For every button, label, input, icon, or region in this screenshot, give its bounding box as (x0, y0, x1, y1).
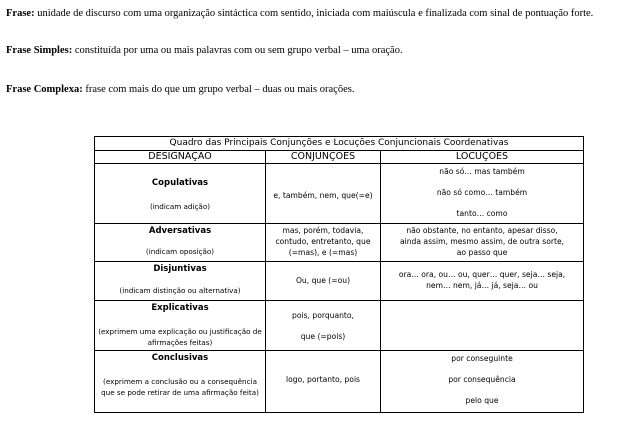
definition-term: Frase: (6, 8, 35, 19)
conjunction-line: Ou, que (=ou) (295, 276, 351, 285)
definition-frase-simples (6, 44, 403, 57)
locution-line: ora… ora, ou… ou, quer… quer, seja… seja, (398, 270, 566, 279)
locutions-cell (381, 351, 584, 413)
locutions-cell (381, 262, 584, 301)
designation-sub: (exprimem uma explicação ou justificação de afirmações feitas) (98, 327, 262, 347)
designation-cell (95, 301, 266, 351)
conjunctions-cell (266, 351, 381, 413)
table-row (95, 224, 584, 262)
locution-line: não só… mas também (439, 167, 525, 176)
locutions-cell (381, 164, 584, 224)
definition-text: frase com mais do que um grupo verbal – duas ou mais orações. (82, 84, 355, 95)
locution-line: não obstante, no entanto, apesar disso, (406, 226, 558, 235)
designation-name: Conclusivas (151, 353, 209, 363)
header-conjuncoes: CONJUNÇÕES (266, 151, 381, 164)
locution-line: tanto… como (456, 209, 508, 218)
conjunction-line: e, também, nem, que(=e) (273, 191, 373, 200)
conjunctions-cell (266, 224, 381, 262)
locutions-cell (381, 224, 584, 262)
definition-text: unidade de discurso com uma organização sintáctica com sentido, iniciada com maiúscula e finalizada com sinal de pontuação forte. (34, 8, 594, 19)
locution-line: ao passo que (456, 248, 508, 257)
designation-sub: (indicam distinção ou alternativa) (119, 286, 241, 295)
conjunctions-table (94, 136, 584, 413)
designation-cell (95, 351, 266, 413)
table-row (95, 262, 584, 301)
locution-line: por conseguinte (451, 354, 513, 363)
locution-line: por consequência (448, 375, 516, 384)
designation-cell (95, 164, 266, 224)
conjunction-line: (=mas), e (=mas) (288, 248, 358, 257)
conjunction-line: que (=pois) (300, 332, 346, 341)
locutions-cell (381, 301, 584, 351)
conjunctions-cell (266, 262, 381, 301)
table-row (95, 164, 584, 224)
designation-name: Disjuntivas (153, 264, 207, 274)
locution-line: nem… nem, já… já, seja… ou (426, 281, 538, 290)
definition-text: constituída por uma ou mais palavras com ou sem grupo verbal – uma oração. (72, 45, 403, 56)
designation-cell (95, 224, 266, 262)
designation-sub: (exprimem a conclusão ou a consequência que se pode retirar de uma afirmação feita) (101, 377, 259, 397)
header-designacao: DESIGNAÇÃO (95, 151, 266, 164)
conjunctions-cell (266, 301, 381, 351)
conjunction-line: mas, porém, todavia, (282, 226, 364, 235)
designation-cell (95, 262, 266, 301)
conjunction-line: pois, porquanto, (292, 311, 354, 320)
locution-line: não só como… também (436, 188, 528, 197)
definition-frase (6, 7, 593, 20)
designation-sub: (indicam adição) (149, 202, 211, 211)
conjunction-line: contudo, entretanto, que (275, 237, 371, 246)
conjunctions-cell (266, 164, 381, 224)
definition-frase-complexa (6, 83, 354, 96)
table-row (95, 301, 584, 351)
locution-line: ainda assim, mesmo assim, de outra sorte, (399, 237, 565, 246)
definition-term: Frase Simples: (6, 45, 73, 56)
conjunction-line: logo, portanto, pois (285, 375, 361, 384)
table-caption: Quadro das Principais Conjunções e Locuções Conjuncionais Coordenativas (95, 137, 584, 151)
designation-name: Copulativas (151, 178, 209, 188)
table-row (95, 351, 584, 413)
locution-line: pelo que (465, 396, 499, 405)
header-locucoes: LOCUÇÕES (381, 151, 584, 164)
designation-name: Explicativas (151, 303, 209, 313)
definition-term: Frase Complexa: (6, 84, 83, 95)
designation-name: Adversativas (148, 226, 212, 236)
designation-sub: (indicam oposição) (145, 247, 215, 256)
